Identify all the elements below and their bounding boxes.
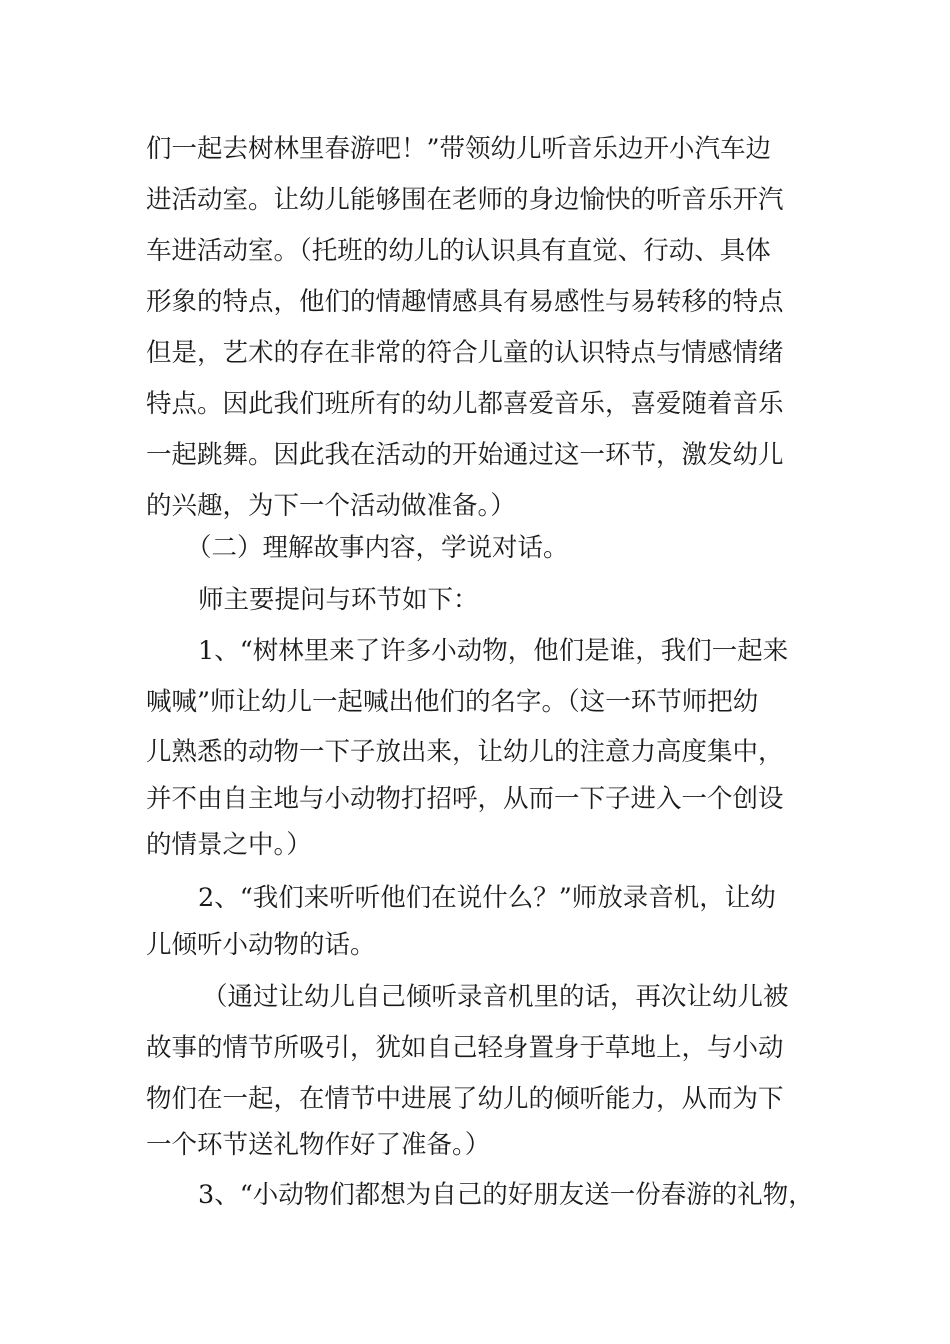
text-line: 的兴趣，为下一个活动做准备。） (146, 491, 516, 521)
section-heading: （二）理解故事内容，学说对话。 (186, 533, 569, 563)
text-line: 特点。因此我们班所有的幼儿都喜爱音乐，喜爱随着音乐 (146, 389, 784, 419)
text-line: 喊喊”师让幼儿一起喊出他们的名字。（这一环节师把幼 (146, 687, 759, 717)
text-line: 但是，艺术的存在非常的符合儿童的认识特点与情感情绪 (146, 338, 784, 368)
text-line: 进活动室。让幼儿能够围在老师的身边愉快的听音乐开汽 (146, 185, 784, 215)
text-line: 儿倾听小动物的话。 (146, 930, 376, 960)
text-line: 2、“我们来听听他们在说什么？”师放录音机，让幼 (198, 883, 776, 913)
text-line: 师主要提问与环节如下： (198, 585, 479, 615)
text-line: 一个环节送礼物作好了准备。） (146, 1130, 491, 1160)
text-line: 物们在一起，在情节中进展了幼儿的倾听能力，从而为下 (146, 1084, 784, 1114)
text-line: 车进活动室。（托班的幼儿的认识具有直觉、行动、具体 (146, 236, 771, 266)
text-line: 并不由自主地与小动物打招呼，从而一下子进入一个创设 (146, 784, 784, 814)
text-line: 故事的情节所吸引，犹如自己轻身置身于草地上，与小动 (146, 1033, 784, 1063)
text-line: （通过让幼儿自己倾听录音机里的话，再次让幼儿被 (202, 982, 789, 1012)
text-line: 们一起去树林里春游吧！”带领幼儿听音乐边开小汽车边 (146, 134, 772, 164)
text-line: 儿熟悉的动物一下子放出来，让幼儿的注意力高度集中， (146, 737, 784, 767)
text-line: 一起跳舞。因此我在活动的开始通过这一环节，激发幼儿 (146, 440, 784, 470)
text-line: 1、“树林里来了许多小动物，他们是谁，我们一起来 (198, 636, 789, 666)
text-line: 形象的特点，他们的情趣情感具有易感性与易转移的特点 (146, 287, 784, 317)
text-line: 3、“小动物们都想为自己的好朋友送一份春游的礼物， (198, 1180, 814, 1210)
text-line: 的情景之中。） (146, 830, 312, 860)
